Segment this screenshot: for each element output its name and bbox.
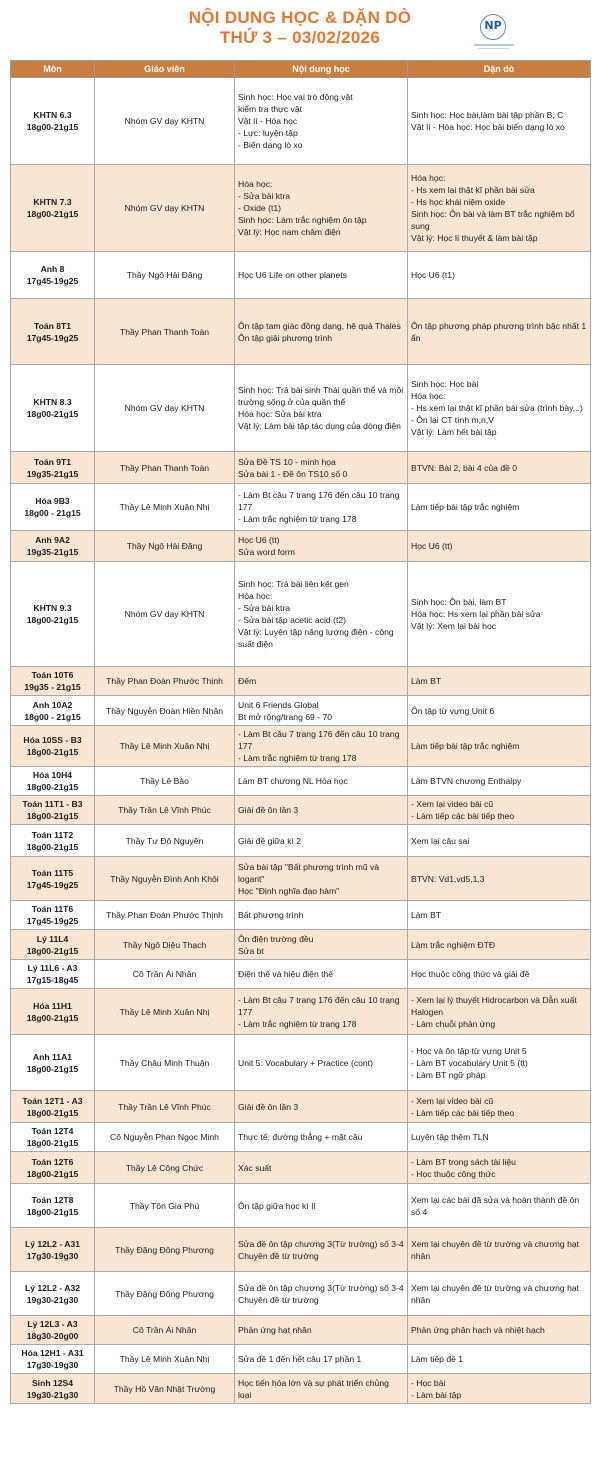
schedule-table <box>10 60 591 1404</box>
cell-teacher: Thầy Phan Đoàn Phước Thịnh <box>95 667 235 696</box>
table-row <box>11 165 591 252</box>
table-row <box>11 696 591 726</box>
cell-subject: Lý 12L2 - A31 17g30-19g30 <box>11 1228 95 1272</box>
cell-teacher: Thầy Phan Thanh Toàn <box>95 299 235 365</box>
page-header <box>0 0 600 60</box>
table-row <box>11 1091 591 1123</box>
cell-homework: Xem lại chuyên đề từ trường và chương hạt nhân <box>408 1228 591 1272</box>
cell-content: Phản ứng hạt nhân <box>235 1316 408 1345</box>
cell-homework: Sinh học: Học bài,làm bài tập phần B, C Vật lí - Hóa học: Học bài biến dạng lò xo <box>408 78 591 165</box>
table-row <box>11 825 591 857</box>
cell-subject: Hóa 10H4 18g00-21g15 <box>11 767 95 796</box>
cell-homework: Ôn tập phương pháp phương trình bậc nhất 1 ẩn <box>408 299 591 365</box>
cell-subject: Toán 12T1 - A3 18g00-21g15 <box>11 1091 95 1123</box>
cell-homework: - Học và ôn tập từ vựng Unit 5 - Làm BT vocabulary Unit 5 (tt) - Làm BT ngữ pháp <box>408 1035 591 1091</box>
cell-content: Giải đề giữa kì 2 <box>235 825 408 857</box>
cell-subject: KHTN 9.3 18g00-21g15 <box>11 562 95 667</box>
cell-subject: Anh 9A2 19g35-21g15 <box>11 531 95 562</box>
cell-content: Bất phương trình <box>235 901 408 930</box>
cell-teacher: Thầy Đặng Đông Phương <box>95 1228 235 1272</box>
cell-homework: Làm tiếp đề 1 <box>408 1345 591 1374</box>
cell-teacher: Thầy Lê Công Chức <box>95 1152 235 1184</box>
cell-subject: Toán 8T1 17g45-19g25 <box>11 299 95 365</box>
cell-content: Làm BT chương NL Hóa học <box>235 767 408 796</box>
cell-homework: Làm BTVN chương Enthalpy <box>408 767 591 796</box>
table-row <box>11 989 591 1035</box>
table-row <box>11 299 591 365</box>
cell-homework: Làm trắc nghiệm ĐTĐ <box>408 930 591 960</box>
cell-homework: Xem lại chuyên đề từ trường và chương hạt nhân <box>408 1272 591 1316</box>
cell-subject: Lý 11L6 - A3 17g15-18g45 <box>11 960 95 989</box>
table-row <box>11 1228 591 1272</box>
cell-content: Sửa bài tập "Bất phương trình mũ và logarit" Học "Định nghĩa đạo hàm" <box>235 857 408 901</box>
cell-subject: Hóa 9B3 18g00 - 21g15 <box>11 484 95 531</box>
table-row <box>11 1123 591 1152</box>
cell-teacher: Thầy Tôn Gia Phú <box>95 1184 235 1228</box>
cell-subject: Toán 11T2 18g00-21g15 <box>11 825 95 857</box>
table-row <box>11 767 591 796</box>
cell-homework: Sinh học: Ôn bài, làm BT Hóa học: Hs xem lại phần bài sửa Vật lý: Xem lại bài học <box>408 562 591 667</box>
table-row <box>11 1316 591 1345</box>
cell-homework: Học thuộc công thức và giải đề <box>408 960 591 989</box>
cell-content: Giải đề ôn lần 3 <box>235 796 408 825</box>
table-row <box>11 930 591 960</box>
cell-homework: Phản ứng phân hạch và nhiệt hạch <box>408 1316 591 1345</box>
cell-teacher: Thầy Châu Minh Thuận <box>95 1035 235 1091</box>
table-body <box>11 78 591 1404</box>
table-row <box>11 1035 591 1091</box>
cell-content: - Làm Bt câu 7 trang 176 đến câu 10 trang 177 - Làm trắc nghiệm từ trang 178 <box>235 989 408 1035</box>
cell-subject: Toán 12T6 18g00-21g15 <box>11 1152 95 1184</box>
cell-content: Sửa đề ôn tập chương 3(Từ trường) số 3-4 Chuyên đề từ trường <box>235 1228 408 1272</box>
cell-teacher: Thầy Lê Minh Xuân Nhị <box>95 1345 235 1374</box>
table-row <box>11 796 591 825</box>
table-header-row <box>11 61 591 78</box>
cell-subject: Lý 11L4 18g00-21g15 <box>11 930 95 960</box>
cell-content: Học tiến hóa lớn và sự phát triển chủng loại <box>235 1374 408 1404</box>
cell-content: - Làm Bt câu 7 trang 176 đến câu 10 trang 177 - Làm trắc nghiệm từ trang 178 <box>235 484 408 531</box>
cell-homework: Hóa học: - Hs xem lại thật kĩ phần bài sửa - Hs học khái niệm oxide Sinh học: Ôn bài và làm BT trắc nghiệm bổ sung Vật lý: Học lí thuyết & làm bài tập <box>408 165 591 252</box>
table-row <box>11 252 591 299</box>
cell-homework: Luyện tập thêm TLN <box>408 1123 591 1152</box>
col-header-content: Nội dung học <box>235 61 408 78</box>
page-subtitle: THỨ 3 – 03/02/2026 <box>219 28 381 47</box>
cell-homework: Làm BT <box>408 667 591 696</box>
cell-content: Sửa đề ôn tập chương 3(Từ trường) số 3-4 Chuyên đề từ trường <box>235 1272 408 1316</box>
cell-content: Sinh học: Học vai trò động vật kiểm tra thực vật Vật lí - Hóa học - Lực: luyện tập - Biến dạng lò xo <box>235 78 408 165</box>
cell-homework: BTVN: Vd1,vd5,1,3 <box>408 857 591 901</box>
cell-content: Sinh học: Trả bài sinh Thái quần thể và môi trường sống ở của quần thể Hóa học: Sửa bài ktra Vật lý: Làm bài tập tác dụng của dòng điện <box>235 365 408 452</box>
cell-content: Xác suất <box>235 1152 408 1184</box>
table-row <box>11 365 591 452</box>
cell-subject: Anh 11A1 18g00-21g15 <box>11 1035 95 1091</box>
cell-homework: Làm tiếp bài tập trắc nghiệm <box>408 484 591 531</box>
cell-homework: - Làm BT trong sách tài liệu - Học thuộc công thức <box>408 1152 591 1184</box>
cell-homework: Ôn tập từ vựng Unit 6 <box>408 696 591 726</box>
cell-subject: Lý 12L2 - A32 19g30-21g30 <box>11 1272 95 1316</box>
cell-homework: Học U6 (tt) <box>408 531 591 562</box>
cell-content: Ôn tập giữa học kì II <box>235 1184 408 1228</box>
cell-subject: Toán 12T8 18g00-21g15 <box>11 1184 95 1228</box>
cell-subject: Hóa 10SS - B3 18g00-21g15 <box>11 726 95 767</box>
cell-homework: - Học bài - Làm bài tập <box>408 1374 591 1404</box>
cell-teacher: Nhóm GV dạy KHTN <box>95 78 235 165</box>
cell-teacher: Thầy Tư Đô Nguyên <box>95 825 235 857</box>
cell-subject: KHTN 8.3 18g00-21g15 <box>11 365 95 452</box>
cell-homework: - Xem lại video bài cũ - Làm tiếp các bài tiếp theo <box>408 796 591 825</box>
cell-subject: Anh 10A2 18g00 - 21g15 <box>11 696 95 726</box>
cell-content: Unit 5: Vocabulary + Practice (cont) <box>235 1035 408 1091</box>
cell-homework: BTVN: Bài 2, bài 4 của đề 0 <box>408 452 591 484</box>
cell-subject: Toán 12T4 18g00-21g15 <box>11 1123 95 1152</box>
cell-subject: KHTN 7.3 18g00-21g15 <box>11 165 95 252</box>
col-header-teacher: Giáo viên <box>95 61 235 78</box>
cell-teacher: Thầy Đặng Đông Phương <box>95 1272 235 1316</box>
cell-content: - Làm Bt câu 7 trang 176 đến câu 10 trang 177 - Làm trắc nghiệm từ trang 178 <box>235 726 408 767</box>
cell-homework: Xem lại câu sai <box>408 825 591 857</box>
cell-subject: Hóa 11H1 18g00-21g15 <box>11 989 95 1035</box>
cell-content: Hóa học: - Sửa bài ktra - Oxide (t1) Sinh học: Làm trắc nghiệm ôn tập Vật lý: Học nam châm điện <box>235 165 408 252</box>
cell-content: Giải đề ôn lần 3 <box>235 1091 408 1123</box>
cell-teacher: Thầy Lê Minh Xuân Nhị <box>95 726 235 767</box>
cell-subject: Hóa 12H1 - A31 17g30-19g30 <box>11 1345 95 1374</box>
cell-subject: Toán 10T6 19g35 - 21g15 <box>11 667 95 696</box>
cell-teacher: Thầy Lê Minh Xuân Nhị <box>95 989 235 1035</box>
cell-subject: Toán 11T5 17g45-19g25 <box>11 857 95 901</box>
cell-teacher: Nhóm GV dạy KHTN <box>95 365 235 452</box>
cell-content: Học U6 Life on other planets <box>235 252 408 299</box>
cell-teacher: Thầy Lê Minh Xuân Nhị <box>95 484 235 531</box>
table-row <box>11 857 591 901</box>
table-row <box>11 531 591 562</box>
cell-subject: Anh 8 17g45-19g25 <box>11 252 95 299</box>
cell-subject: Toán 9T1 19g35-21g15 <box>11 452 95 484</box>
page-title: NỘI DUNG HỌC & DẶN DÒ <box>188 8 412 27</box>
col-header-subject: Môn <box>11 61 95 78</box>
cell-subject: KHTN 6.3 18g00-21g15 <box>11 78 95 165</box>
cell-content: Đếm <box>235 667 408 696</box>
cell-content: Unit 6 Friends Global Bt mở rộng/trang 69 - 70 <box>235 696 408 726</box>
table-row <box>11 562 591 667</box>
np-logo-icon <box>474 14 514 52</box>
cell-teacher: Cô Nguyễn Phan Ngọc Minh <box>95 1123 235 1152</box>
cell-teacher: Thầy Ngô Hải Đăng <box>95 252 235 299</box>
cell-content: Ôn tập tam giác đồng dạng, hệ quả Thales Ôn tập giải phương trình <box>235 299 408 365</box>
cell-homework: Làm tiếp bài tập trắc nghiệm <box>408 726 591 767</box>
cell-homework: Làm BT <box>408 901 591 930</box>
cell-homework: Học U6 (t1) <box>408 252 591 299</box>
cell-content: Ôn điện trường đều Sửa bt <box>235 930 408 960</box>
cell-teacher: Thầy Trần Lê Vĩnh Phúc <box>95 796 235 825</box>
cell-teacher: Thầy Ngô Hải Đăng <box>95 531 235 562</box>
table-row <box>11 1152 591 1184</box>
cell-teacher: Cô Trần Ái Nhân <box>95 960 235 989</box>
cell-teacher: Nhóm GV dạy KHTN <box>95 562 235 667</box>
cell-content: Học U6 (tt) Sửa word form <box>235 531 408 562</box>
table-row <box>11 1374 591 1404</box>
cell-content: Thực tế: đường thẳng + mặt cầu <box>235 1123 408 1152</box>
cell-homework: - Xem lại video bài cũ - Làm tiếp các bài tiếp theo <box>408 1091 591 1123</box>
cell-teacher: Thầy Nguyễn Đình Anh Khôi <box>95 857 235 901</box>
table-row <box>11 1272 591 1316</box>
table-row <box>11 901 591 930</box>
cell-homework: - Xem lại lý thuyết Hidrocarbon và Dẫn xuất Halogen - Làm chuỗi phản ứng <box>408 989 591 1035</box>
cell-teacher: Thầy Phan Đoàn Phước Thịnh <box>95 901 235 930</box>
cell-teacher: Thầy Lê Bảo <box>95 767 235 796</box>
table-row <box>11 726 591 767</box>
cell-content: Sửa đề 1 đến hết câu 17 phần 1 <box>235 1345 408 1374</box>
cell-teacher: Cô Trần Ái Nhân <box>95 1316 235 1345</box>
table-row <box>11 667 591 696</box>
cell-subject: Sinh 12S4 19g30-21g30 <box>11 1374 95 1404</box>
cell-subject: Toán 11T1 - B3 18g00-21g15 <box>11 796 95 825</box>
cell-content: Điện thế và hiệu điện thế <box>235 960 408 989</box>
table-row <box>11 960 591 989</box>
cell-content: Sửa Đề TS 10 - minh họa Sửa bài 1 - Đề ôn TS10 số 0 <box>235 452 408 484</box>
cell-teacher: Nhóm GV dạy KHTN <box>95 165 235 252</box>
table-row <box>11 78 591 165</box>
col-header-homework: Dặn dò <box>408 61 591 78</box>
table-row <box>11 1345 591 1374</box>
cell-subject: Toán 11T6 17g45-19g25 <box>11 901 95 930</box>
cell-homework: Xem lại các bài đã sửa và hoàn thành đề ôn số 4 <box>408 1184 591 1228</box>
table-row <box>11 1184 591 1228</box>
cell-homework: Sinh học: Học bài Hóa học: - Hs xem lại thật kĩ phần bài sửa (trình bày,..) - Ôn lại CT tính m,n,V Vật lý: Làm hết bài tập <box>408 365 591 452</box>
table-row <box>11 452 591 484</box>
cell-subject: Lý 12L3 - A3 18g30-20g00 <box>11 1316 95 1345</box>
cell-teacher: Thầy Trần Lê Vĩnh Phúc <box>95 1091 235 1123</box>
cell-teacher: Thầy Hồ Văn Nhật Trường <box>95 1374 235 1404</box>
table-row <box>11 484 591 531</box>
cell-content: Sinh học: Trả bài liên kết gen Hóa học: - Sửa bài ktra - Sửa bài tập acetic acid (t2) Vật lý: Luyện tập năng lượng điện - công suất điện <box>235 562 408 667</box>
cell-teacher: Thầy Ngô Diệu Thạch <box>95 930 235 960</box>
cell-teacher: Thầy Phan Thanh Toàn <box>95 452 235 484</box>
cell-teacher: Thầy Nguyễn Đoàn Hiền Nhân <box>95 696 235 726</box>
logo-text: NP <box>484 19 502 32</box>
